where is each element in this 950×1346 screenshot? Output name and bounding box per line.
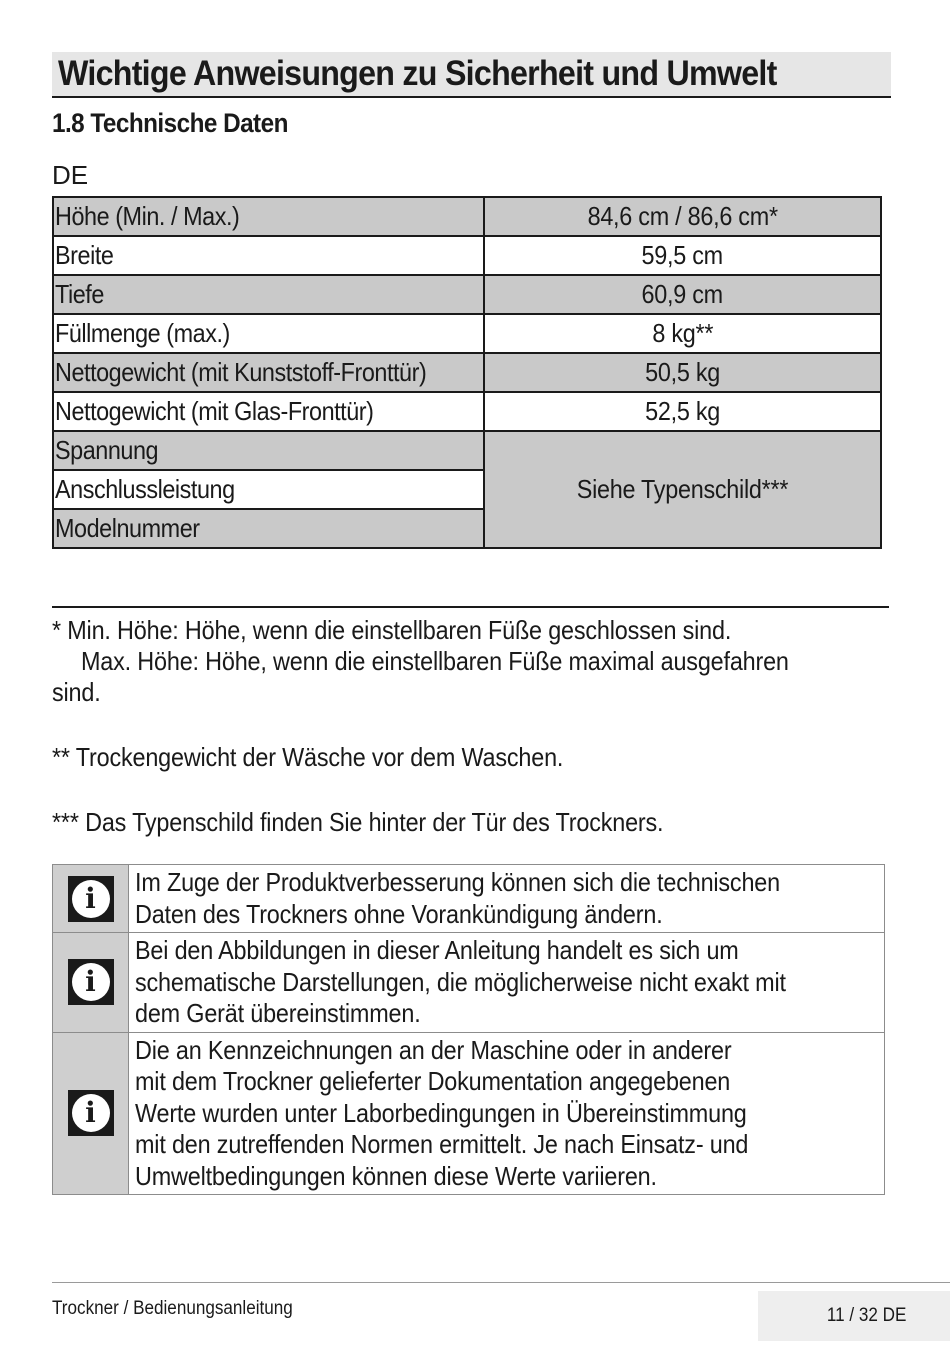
footnote-1-line-1: * Min. Höhe: Höhe, wenn die einstellbaren Füße geschlossen sind. <box>52 615 732 645</box>
table-row <box>53 353 881 392</box>
spec-value: 52,5 kg <box>645 396 720 426</box>
footer-document-title: Trockner / Bedienungsanleitung <box>52 1298 293 1319</box>
table-row <box>53 392 881 431</box>
footer-page-number: 11 / 32 DE <box>826 1305 906 1326</box>
spec-value: 50,5 kg <box>645 357 720 387</box>
spec-label: Spannung <box>55 435 159 465</box>
spec-label: Breite <box>55 240 114 270</box>
note-line: mit dem Trockner gelieferter Dokumentation angegebenen <box>135 1066 731 1096</box>
footer-page-box <box>758 1291 950 1341</box>
footer-divider <box>52 1282 950 1283</box>
spec-label: Modelnummer <box>55 513 200 543</box>
note-line: Daten des Trockners ohne Vorankündigung ändern. <box>135 898 663 929</box>
note-line: Werte wurden unter Laborbedingungen in Übereinstimmung <box>135 1097 747 1128</box>
spec-label: Tiefe <box>55 279 104 309</box>
note-line: dem Gerät übereinstimmen. <box>135 998 421 1028</box>
spec-label: Nettogewicht (mit Glas-Fronttür) <box>55 396 374 426</box>
info-note <box>53 933 885 1033</box>
table-row <box>53 314 881 353</box>
spec-label: Höhe (Min. / Max.) <box>55 201 240 231</box>
footnote-2: ** Trockengewicht der Wäsche vor dem Waschen. <box>52 742 564 772</box>
info-icon: i <box>68 1090 114 1136</box>
table-row <box>53 275 881 314</box>
spec-value: 84,6 cm / 86,6 cm* <box>587 201 778 231</box>
note-line: Umweltbedingungen können diese Werte variieren. <box>135 1160 657 1191</box>
section-title: 1.8 Technische Daten <box>52 108 288 138</box>
note-line: schematische Darstellungen, die möglicherweise nicht exakt mit <box>135 966 786 997</box>
info-note <box>53 1032 885 1195</box>
footnote-1-line-3: sind. <box>52 677 101 707</box>
footnote-divider <box>52 606 889 608</box>
note-line: Die an Kennzeichnungen an der Maschine oder in anderer <box>135 1034 732 1065</box>
info-note <box>53 865 885 933</box>
spec-value: Siehe Typenschild*** <box>576 474 789 504</box>
spec-label: Nettogewicht (mit Kunststoff-Fronttür) <box>55 357 427 387</box>
page-header <box>52 52 891 98</box>
table-row <box>53 431 881 470</box>
footnote-3: *** Das Typenschild finden Sie hinter der Tür des Trockners. <box>52 807 664 837</box>
note-line: mit den zutreffenden Normen ermittelt. Je nach Einsatz- und <box>135 1129 749 1159</box>
spec-label: Anschlussleistung <box>55 474 235 504</box>
spec-value: 8 kg** <box>652 318 713 348</box>
info-icon: i <box>68 959 114 1005</box>
table-row <box>53 236 881 275</box>
table-row <box>53 197 881 236</box>
note-line: Im Zuge der Produktverbesserung können sich die technischen <box>135 867 780 897</box>
spec-label: Füllmenge (max.) <box>55 318 230 348</box>
page-header-title: Wichtige Anweisungen zu Sicherheit und Umwelt <box>58 54 777 93</box>
spec-value: 60,9 cm <box>641 279 724 309</box>
region-label: DE <box>52 160 89 190</box>
info-notes-table <box>52 864 885 1195</box>
spec-table <box>52 196 882 549</box>
note-line: Bei den Abbildungen in dieser Anleitung handelt es sich um <box>135 935 739 965</box>
footnote-1-line-2: Max. Höhe: Höhe, wenn die einstellbaren Füße maximal ausgefahren <box>81 646 789 676</box>
info-icon: i <box>68 876 114 922</box>
spec-value: 59,5 cm <box>641 240 724 270</box>
